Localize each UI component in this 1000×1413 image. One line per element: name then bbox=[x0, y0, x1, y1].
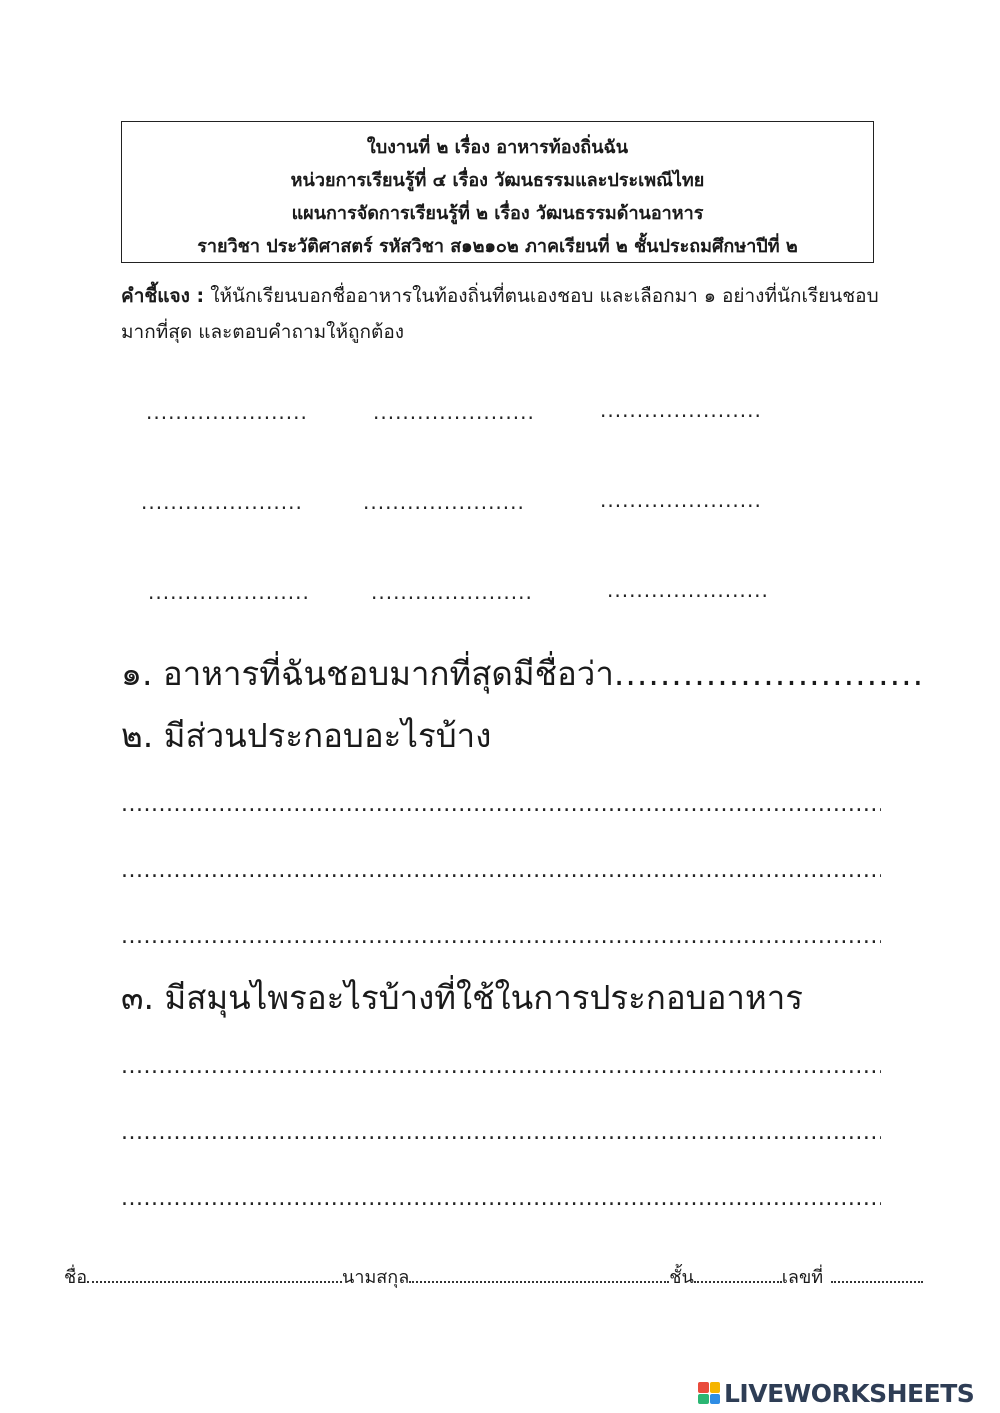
worksheet-header-box bbox=[121, 121, 874, 263]
student-info-footer bbox=[64, 1262, 969, 1291]
food-blank[interactable] bbox=[141, 490, 303, 514]
answer-line[interactable] bbox=[121, 924, 881, 949]
answer-line[interactable] bbox=[121, 1054, 881, 1079]
name-field[interactable] bbox=[87, 1267, 342, 1283]
food-blank[interactable] bbox=[371, 580, 533, 604]
question-3-text: ๓. มีสมุนไพรอะไรบ้างที่ใช้ในการประกอบอาหาร bbox=[121, 978, 803, 1017]
question-2-text: ๒. มีส่วนประกอบอะไรบ้าง bbox=[121, 716, 492, 755]
food-blank[interactable] bbox=[607, 578, 769, 602]
name-label: ชื่อ bbox=[64, 1267, 88, 1288]
answer-line[interactable] bbox=[121, 858, 881, 883]
food-blank[interactable] bbox=[148, 580, 310, 604]
liveworksheets-logo-text: LIVEWORKSHEETS bbox=[724, 1378, 975, 1408]
question-1-blank[interactable] bbox=[614, 654, 924, 693]
surname-field[interactable] bbox=[409, 1267, 669, 1283]
liveworksheets-logo-icon bbox=[698, 1382, 720, 1404]
instructions-text: ให้นักเรียนบอกชื่ออาหารในท้องถิ่นที่ตนเองชอบ และเลือกมา ๑ อย่างที่นักเรียนชอบมากที่สุด และตอบคำถามให้ถูกต้อง bbox=[121, 285, 879, 343]
question-1 bbox=[121, 652, 924, 696]
question-3 bbox=[121, 976, 803, 1020]
class-field[interactable] bbox=[694, 1267, 782, 1283]
food-blank[interactable] bbox=[146, 400, 308, 424]
question-2 bbox=[121, 714, 491, 758]
food-blank[interactable] bbox=[600, 488, 762, 512]
number-field[interactable] bbox=[831, 1267, 923, 1283]
food-blank[interactable] bbox=[600, 398, 762, 422]
instructions bbox=[121, 278, 881, 350]
answer-line[interactable] bbox=[121, 1186, 881, 1211]
class-label: ชั้น bbox=[669, 1267, 694, 1288]
food-blank[interactable] bbox=[373, 400, 535, 424]
food-blank[interactable] bbox=[363, 490, 525, 514]
learning-unit: หน่วยการเรียนรู้ที่ ๔ เรื่อง วัฒนธรรมและประเพณีไทย bbox=[290, 170, 705, 191]
lesson-plan: แผนการจัดการเรียนรู้ที่ ๒ เรื่อง วัฒนธรรมด้านอาหาร bbox=[291, 203, 704, 224]
liveworksheets-logo bbox=[698, 1378, 974, 1408]
answer-line[interactable] bbox=[121, 792, 881, 817]
subject-info: รายวิชา ประวัติศาสตร์ รหัสวิชา ส๑๒๑๐๒ ภาคเรียนที่ ๒ ชั้นประถมศึกษาปีที่ ๒ bbox=[197, 236, 798, 257]
answer-line[interactable] bbox=[121, 1120, 881, 1145]
instructions-label: คำชี้แจง : bbox=[121, 285, 205, 307]
question-1-text: ๑. อาหารที่ฉันชอบมากที่สุดมีชื่อว่า bbox=[121, 654, 614, 693]
number-label: เลขที่ bbox=[781, 1267, 824, 1288]
worksheet-title: ใบงานที่ ๒ เรื่อง อาหารท้องถิ่นฉัน bbox=[366, 137, 629, 158]
surname-label: นามสกุล bbox=[342, 1267, 410, 1288]
